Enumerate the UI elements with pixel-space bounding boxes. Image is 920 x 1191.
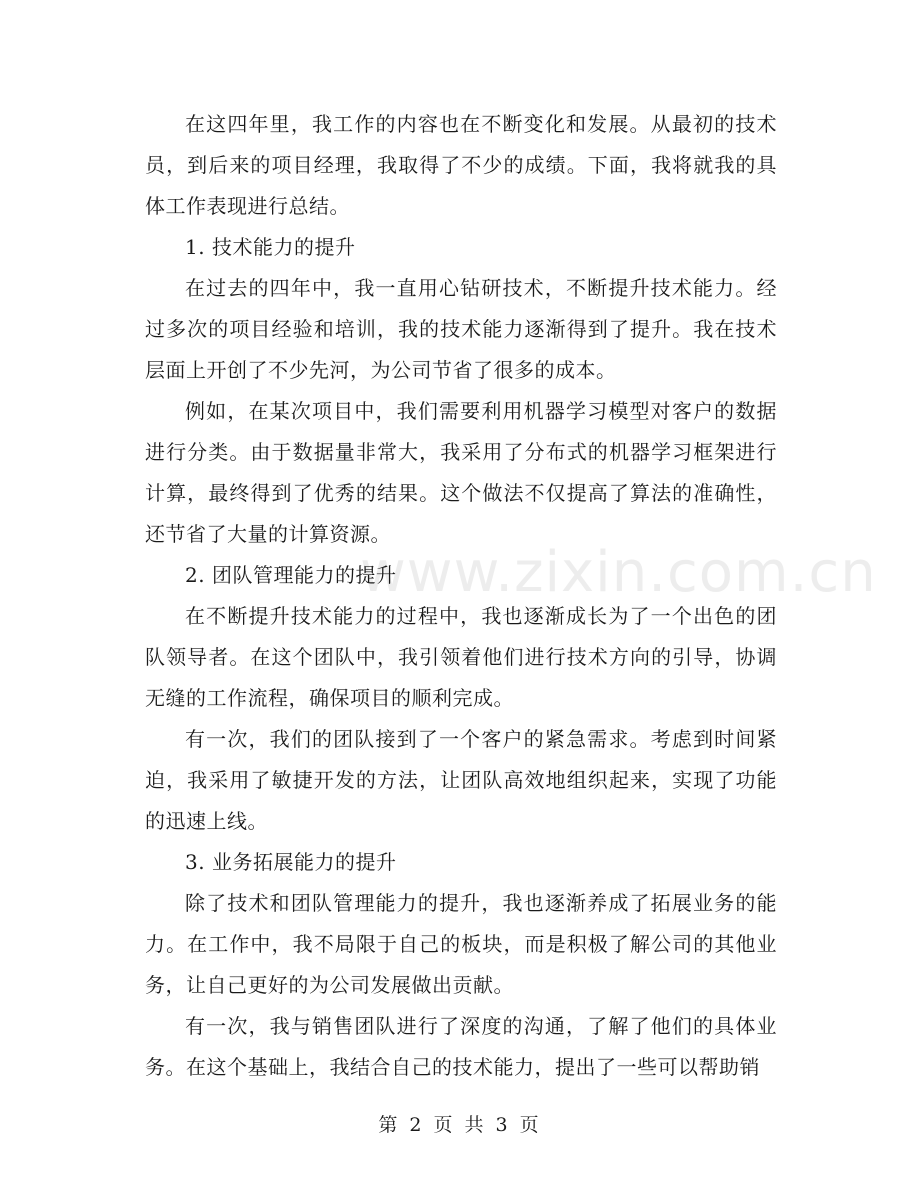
paragraph: 有一次，我们的团队接到了一个客户的紧急需求。考虑到时间紧迫，我采用了敏捷开发的方法，让团队高效地组织起来，实现了功能的迅速上线。: [145, 727, 777, 833]
paragraph: 在不断提升技术能力的过程中，我也逐渐成长为了一个出色的团队领导者。在这个团队中，我引领着他们进行技术方向的引导，协调无缝的工作流程，确保项目的顺利完成。: [145, 604, 777, 710]
section-heading-2: 2. 团队管理能力的提升: [185, 563, 397, 587]
page-footer: 第 2 页 共 3 页: [378, 1114, 542, 1136]
watermark-text: www.zixin.com.cn: [360, 540, 877, 605]
paragraph-intro: 在这四年里，我工作的内容也在不断变化和发展。从最初的技术员，到后来的项目经理，我取得了不少的成绩。下面，我将就我的具体工作表现进行总结。: [145, 112, 777, 218]
paragraph: 例如，在某次项目中，我们需要利用机器学习模型对客户的数据进行分类。由于数据量非常大，我采用了分布式的机器学习框架进行计算，最终得到了优秀的结果。这个做法不仅提高了算法的准确性，还节省了大量的计算资源。: [145, 399, 777, 546]
paragraph: 在过去的四年中，我一直用心钻研技术，不断提升技术能力。经过多次的项目经验和培训，我的技术能力逐渐得到了提升。我在技术层面上开创了不少先河，为公司节省了很多的成本。: [145, 276, 777, 382]
document-body: [145, 104, 777, 1088]
section-heading-1: 1. 技术能力的提升: [185, 235, 356, 259]
section-heading-3: 3. 业务拓展能力的提升: [185, 850, 397, 874]
paragraph: 有一次，我与销售团队进行了深度的沟通，了解了他们的具体业务。在这个基础上，我结合自己的技术能力，提出了一些可以帮助销: [145, 1014, 777, 1079]
paragraph: 除了技术和团队管理能力的提升，我也逐渐养成了拓展业务的能力。在工作中，我不局限于自己的板块，而是积极了解公司的其他业务，让自己更好的为公司发展做出贡献。: [145, 891, 777, 997]
